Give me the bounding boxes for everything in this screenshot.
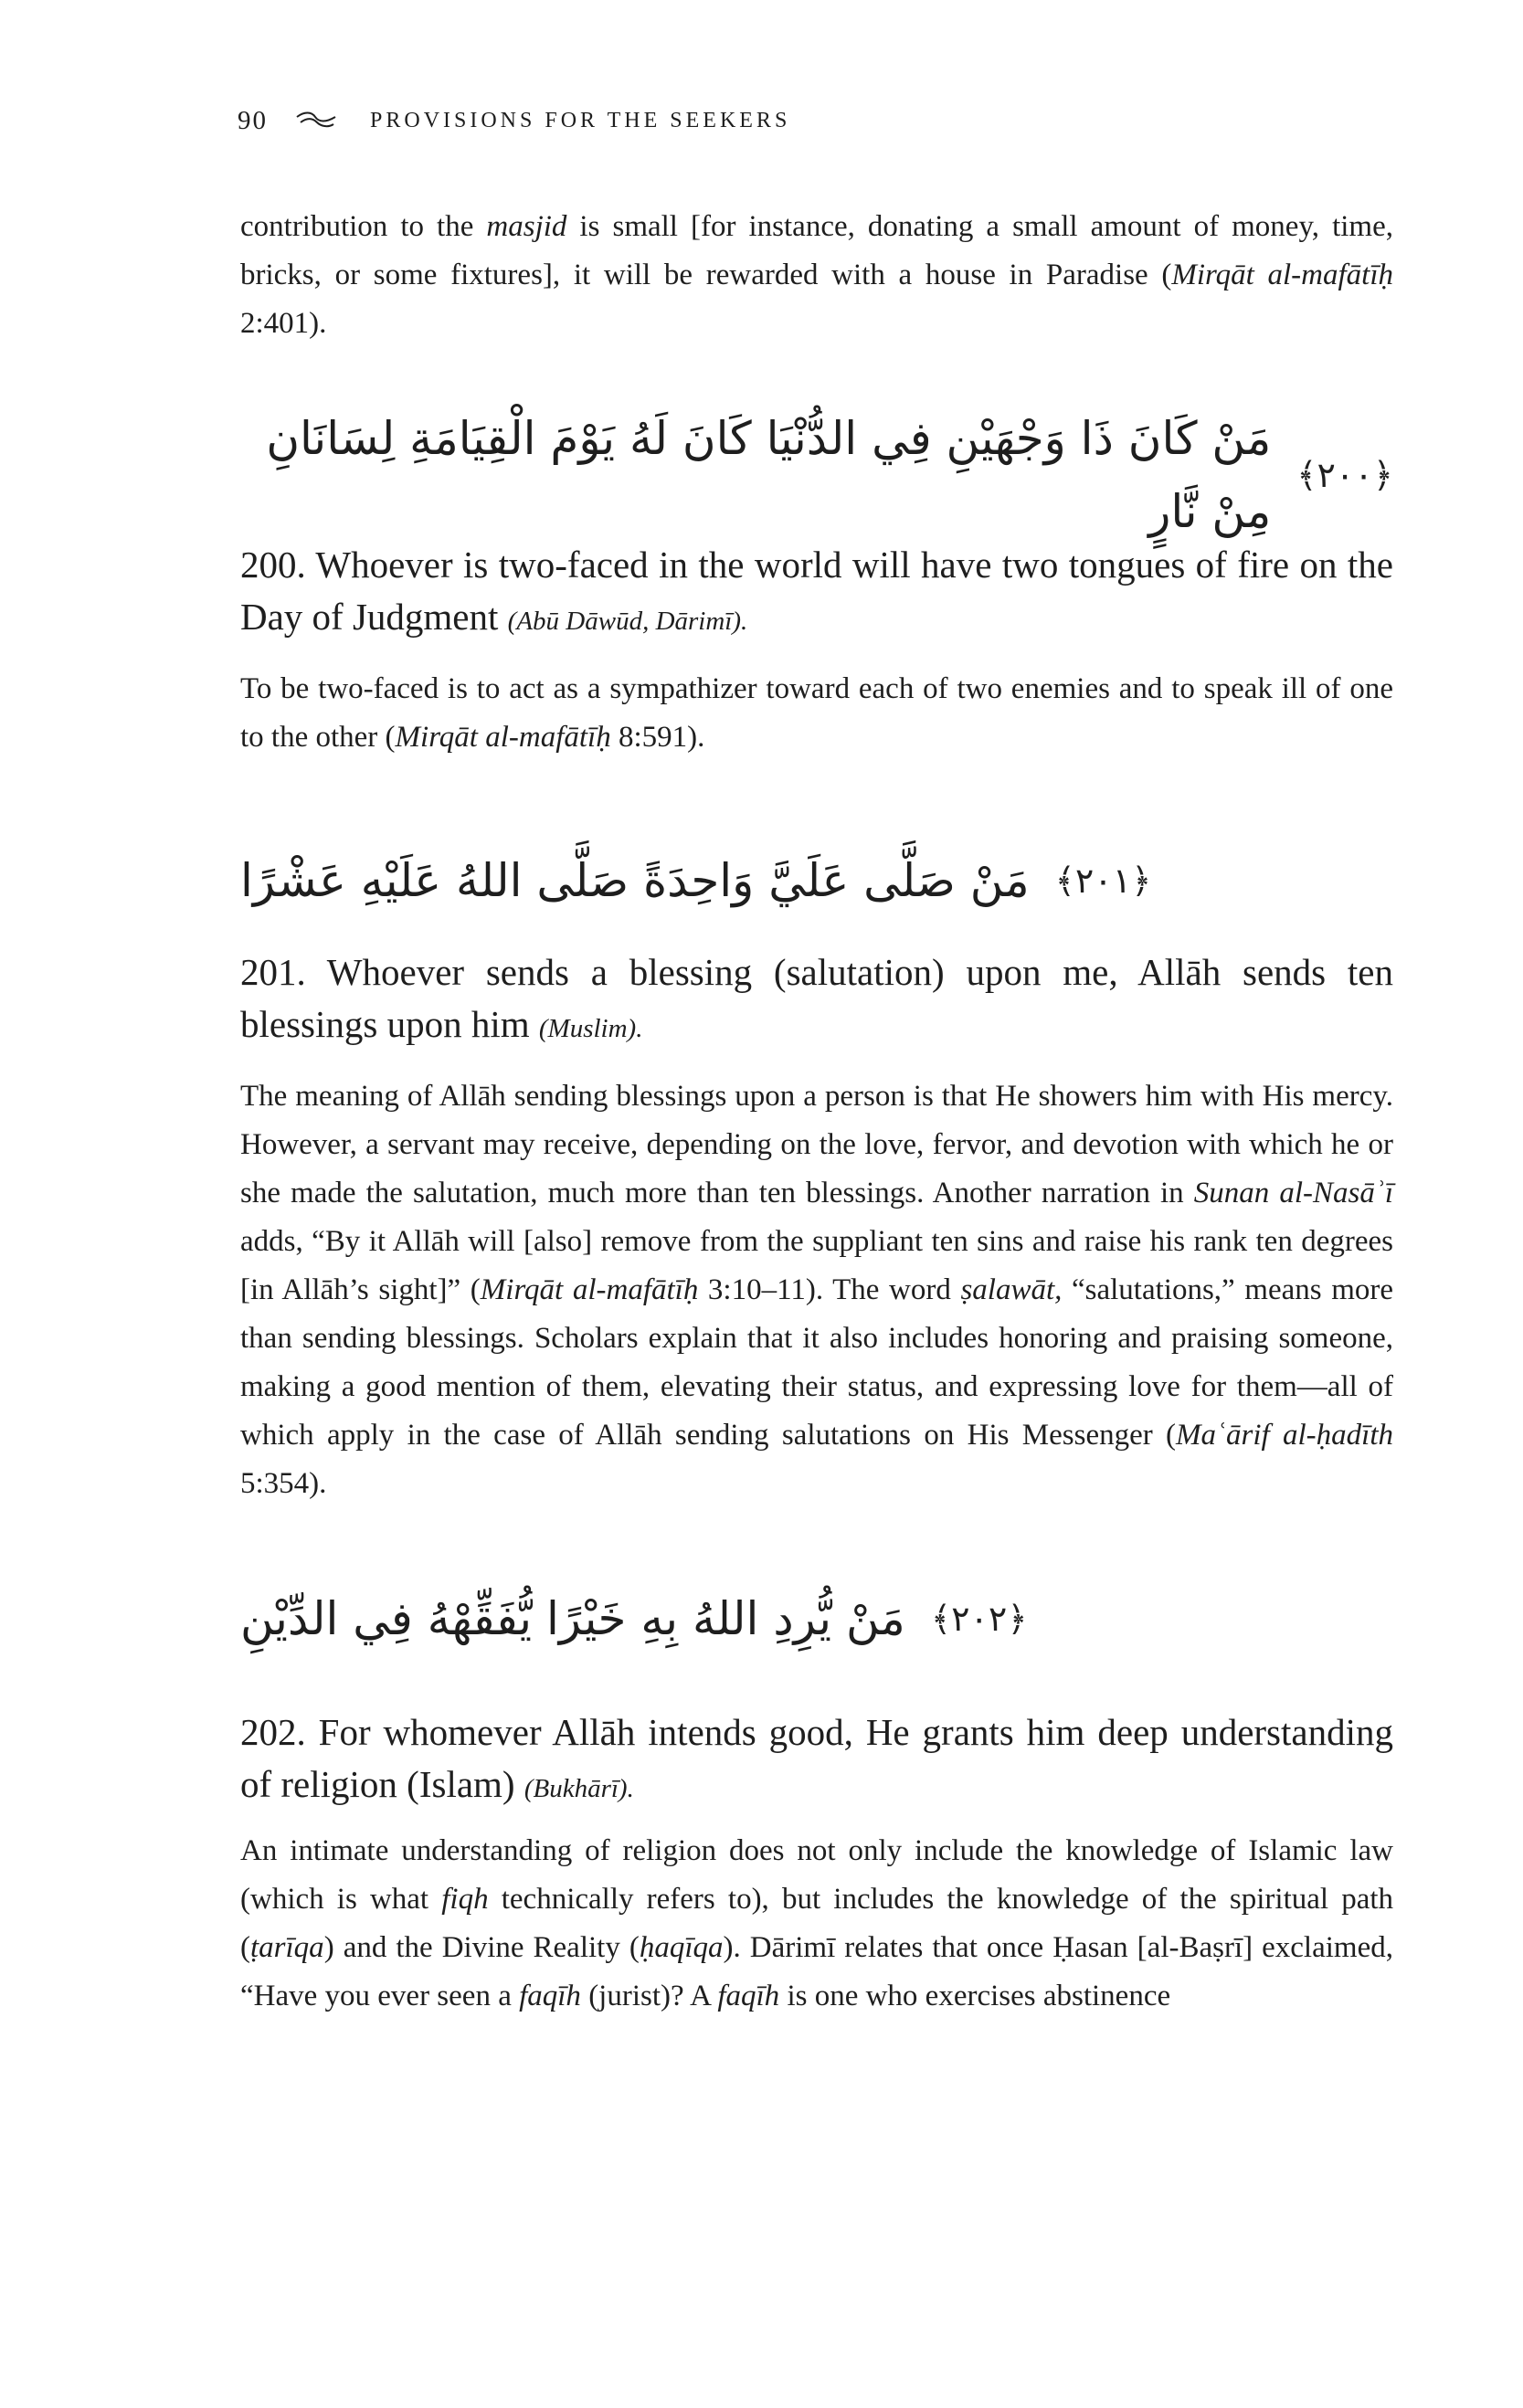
ornament-icon <box>295 110 337 132</box>
text-run: 8:591). <box>610 721 705 754</box>
hadith-200-arabic <box>240 412 1393 538</box>
text-run: contribution to the <box>240 210 487 243</box>
text-run: 3:10–11). The word <box>698 1273 961 1306</box>
italic-term: faqīh <box>717 1980 780 2012</box>
text-run: The meaning of Allāh sending blessings upon a person is that He showers him with His mercy. However, a servant may receive, depending on the love, fervor, and devotion with which he or she made the salutation, much more than ten blessings. Another narration in <box>240 1080 1393 1209</box>
source-reference: (Abū Dāwūd, Dārimī). <box>507 607 748 636</box>
running-head <box>238 102 790 139</box>
hadith-202-arabic <box>240 1582 1393 1655</box>
italic-citation: Maʿārif al-ḥadīth <box>1176 1419 1394 1452</box>
italic-term: ṣalawāt, <box>960 1273 1063 1306</box>
text-run: (jurist)? A <box>580 1980 718 2012</box>
arabic-text: مَنْ صَلَّى عَلَيَّ وَاحِدَةً صَلَّى اللهُ عَلَيْهِ عَشْرًا <box>240 854 1030 907</box>
translation-text: 202. For whomever Allāh intends good, He grants him deep understanding of religion (Islam) <box>240 1711 1393 1805</box>
hadith-201-arabic <box>240 844 1393 917</box>
text-run: is small [for instance, donating a small amount of money, time, bricks, or some fixtures], it will be rewarded with a house in Paradise ( <box>240 210 1393 291</box>
hadith-number: ﴿٢٠٠﴾ <box>1296 455 1393 495</box>
italic-term: fiqh <box>441 1883 489 1916</box>
italic-citation: Mirqāt al-mafātīḥ <box>1171 259 1393 291</box>
italic-term: faqīh <box>519 1980 581 2012</box>
hadith-202-commentary <box>240 1827 1393 2021</box>
arabic-text: مَنْ كَانَ ذَا وَجْهَيْنِ فِي الدُّنْيَا كَانَ لَهُ يَوْمَ الْقِيَامَةِ لِسَانَانِ مِنْ نَّارٍ <box>266 412 1272 538</box>
translation-text: 200. Whoever is two-faced in the world will have two tongues of fire on the Day of Judgment <box>240 544 1393 638</box>
text-run: To be two-faced is to act as a sympathizer toward each of two enemies and to speak ill of one to the other ( <box>240 672 1393 754</box>
italic-citation: Sunan al-Nasāʾī <box>1193 1177 1394 1209</box>
hadith-202-translation <box>240 1706 1393 1815</box>
italic-citation: Mirqāt al-mafātīḥ <box>395 721 611 754</box>
text-run: is one who exercises abstinence <box>779 1980 1171 2012</box>
hadith-201-commentary <box>240 1072 1393 1508</box>
arabic-text: مَنْ يُّرِدِ اللهُ بِهِ خَيْرًا يُّفَقِّهْهُ فِي الدِّيْنِ <box>240 1592 905 1645</box>
italic-citation: Mirqāt al-mafātīḥ <box>480 1273 699 1306</box>
hadith-number: ﴿٢٠٢﴾ <box>930 1599 1028 1639</box>
text-run: technically refers to), but includes the knowledge of the spiritual path ( <box>240 1883 1394 1964</box>
text-run: ). Dārimī relates that once Ḥasan [al-Baṣrī] exclaimed, “Have you ever seen a <box>240 1931 1393 2012</box>
italic-term: masjid <box>486 210 567 243</box>
intro-paragraph <box>240 203 1393 348</box>
running-title: PROVISIONS FOR THE SEEKERS <box>370 108 791 132</box>
source-reference: (Bukhārī). <box>524 1774 634 1803</box>
source-reference: (Muslim). <box>538 1014 643 1043</box>
text-run: adds, “By it Allāh will [also] remove from the suppliant ten sins and raise his rank ten degrees [in Allāh’s sight]” ( <box>240 1225 1393 1306</box>
text-run: 2:401). <box>240 307 327 340</box>
hadith-200-commentary <box>240 665 1393 762</box>
hadith-200-translation <box>240 539 1393 648</box>
translation-text: 201. Whoever sends a blessing (salutation) upon me, Allāh sends ten blessings upon him <box>240 951 1393 1045</box>
italic-term: ṭarīqa <box>250 1931 324 1964</box>
text-run: ) and the Divine Reality ( <box>323 1931 640 1964</box>
text-run: 5:354). <box>240 1467 327 1500</box>
text-run: “salutations,” means more than sending blessings. Scholars explain that it also includes honoring and praising someone, making a good mention of them, elevating their status, and expressing love for them—all of which apply in the case of Allāh sending salutations on His Messenger ( <box>240 1273 1394 1452</box>
page-number: 90 <box>238 105 268 135</box>
hadith-number: ﴿٢٠١﴾ <box>1054 861 1152 901</box>
hadith-201-translation <box>240 946 1393 1055</box>
italic-term: ḥaqīqa <box>639 1931 724 1964</box>
text-run: An intimate understanding of religion does not only include the knowledge of Islamic law (which is what <box>240 1834 1393 1916</box>
